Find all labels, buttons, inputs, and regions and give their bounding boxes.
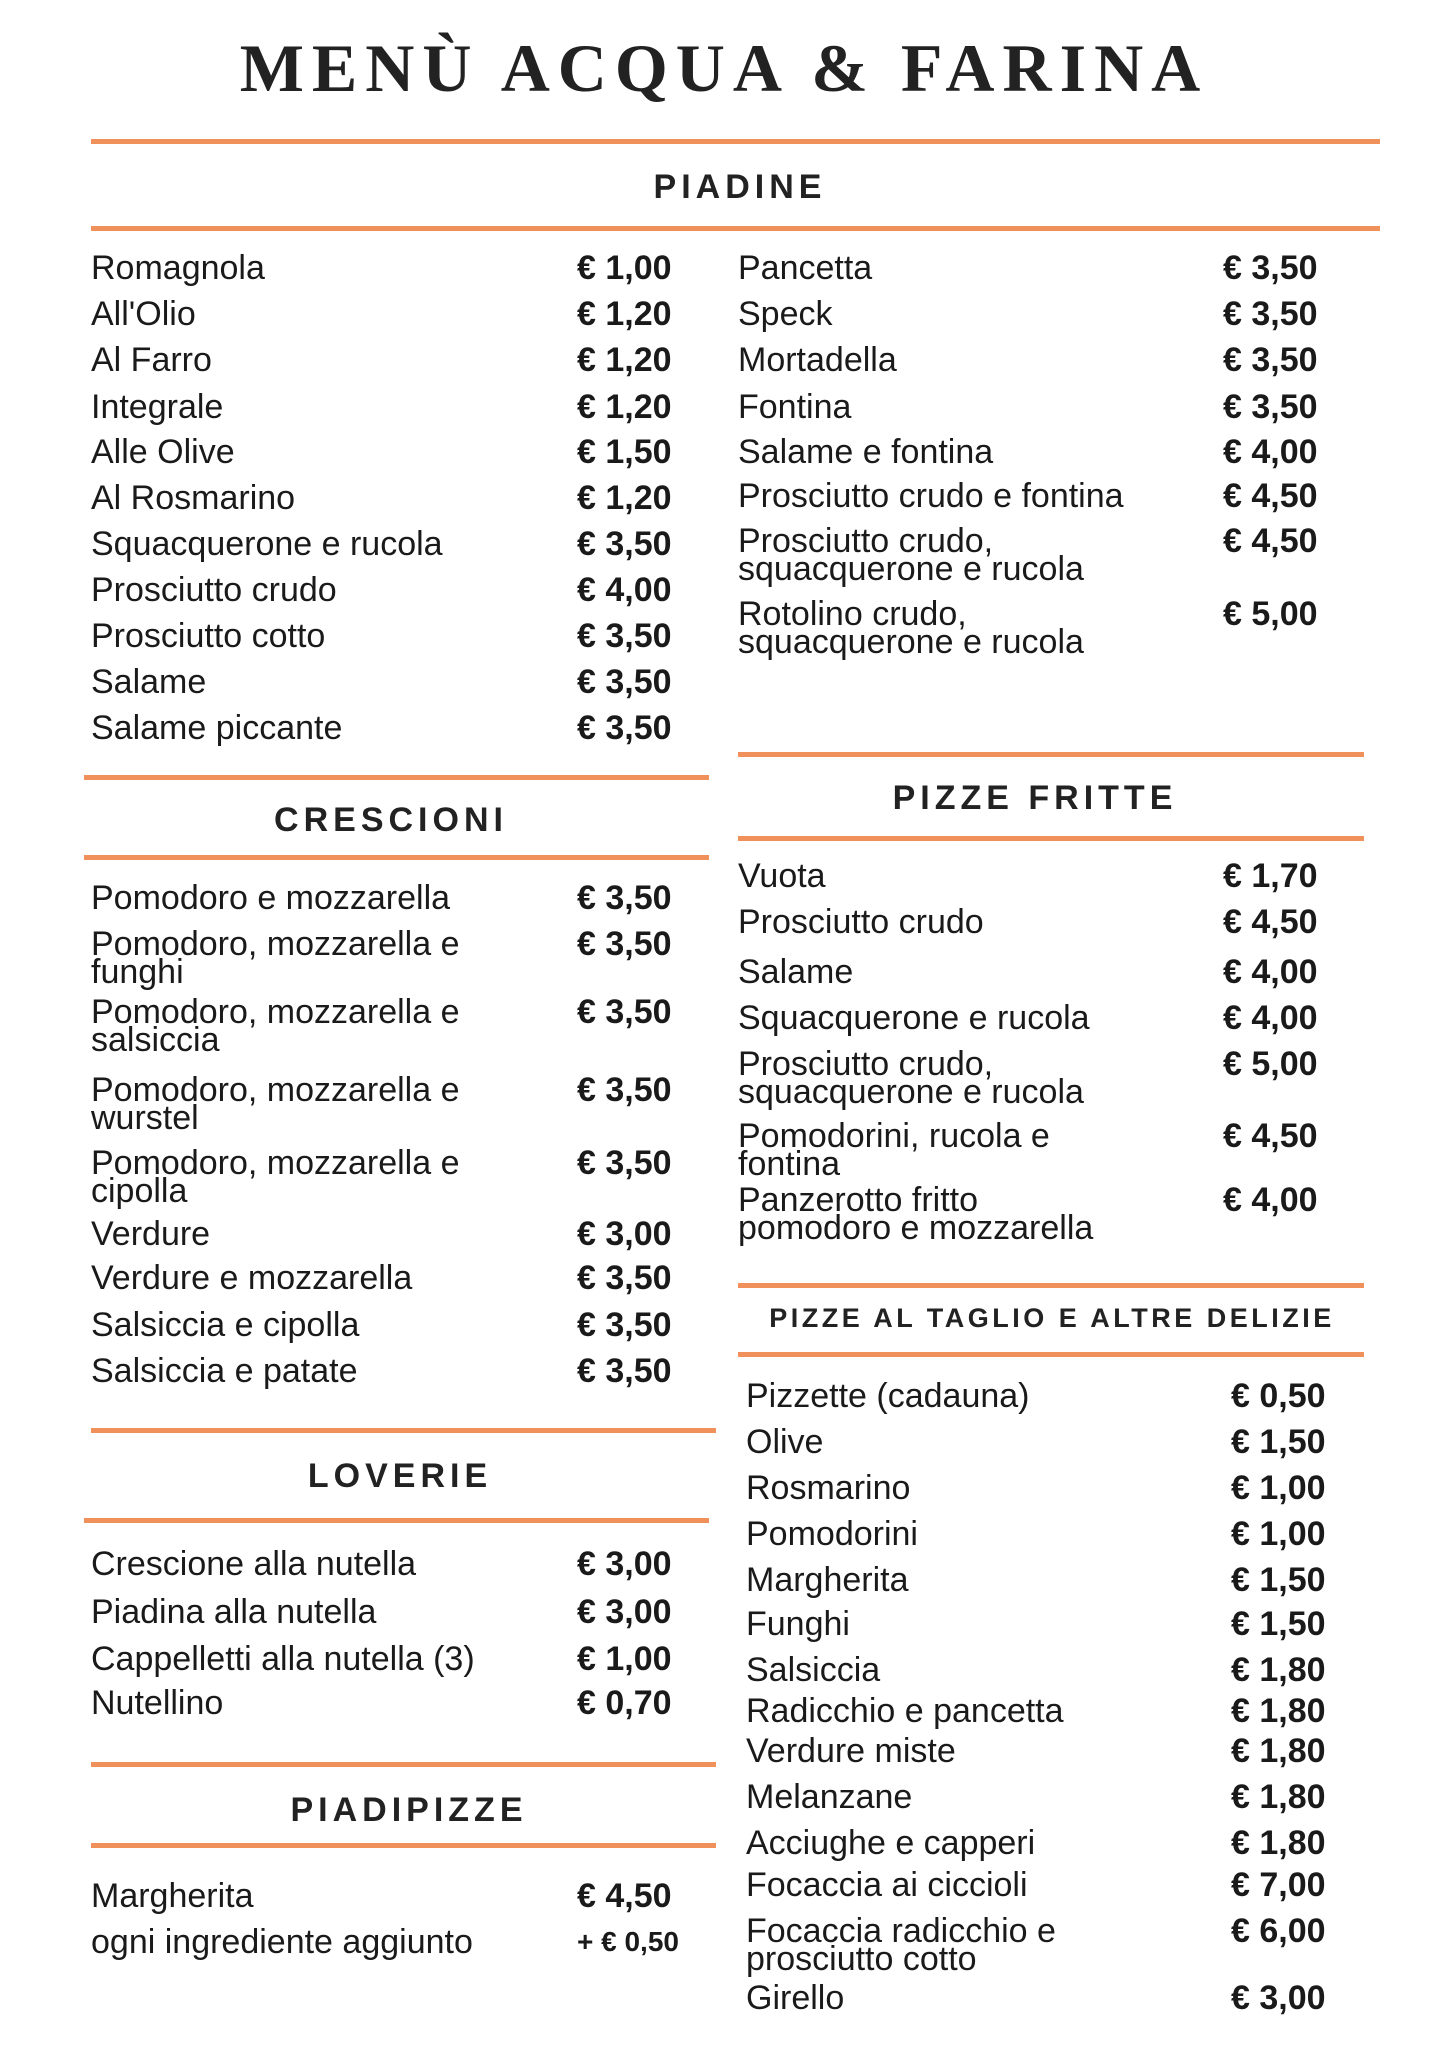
menu-item-name: Verdure e mozzarella	[91, 1259, 413, 1297]
section-title-piadipizze: PIADIPIZZE	[290, 1791, 528, 1829]
section-rule	[91, 226, 1380, 231]
menu-item-name: Romagnola	[91, 249, 265, 287]
menu-item-price: € 1,70	[1223, 857, 1318, 895]
menu-item-name: Radicchio e pancetta	[746, 1692, 1064, 1730]
menu-item-name: Salame e fontina	[738, 433, 994, 471]
menu-item-name: Salsiccia e patate	[91, 1352, 358, 1390]
section-rule	[84, 855, 709, 860]
menu-item-name: ogni ingrediente aggiunto	[91, 1923, 473, 1961]
menu-item-price: € 4,50	[1223, 522, 1318, 560]
section-rule	[738, 752, 1364, 757]
menu-item-price: € 4,00	[1223, 953, 1318, 991]
menu-item-name: Pancetta	[738, 249, 873, 287]
section-rule	[84, 1518, 709, 1523]
menu-item-name: Pomodoro, mozzarella e	[91, 925, 460, 963]
menu-item-price: € 3,50	[577, 617, 672, 655]
menu-item-price: € 3,00	[577, 1545, 672, 1583]
menu-item-name-continued: salsiccia	[91, 1021, 220, 1059]
menu-item-price: € 3,50	[577, 1306, 672, 1344]
menu-item-price: € 3,50	[577, 1259, 672, 1297]
menu-item-name: Prosciutto crudo	[738, 903, 984, 941]
menu-item-price: € 1,80	[1231, 1732, 1326, 1770]
section-rule	[91, 1843, 716, 1848]
menu-item-price: € 3,50	[577, 1071, 672, 1109]
menu-item-price: € 1,00	[1231, 1469, 1326, 1507]
menu-item-price: € 3,50	[1223, 388, 1318, 426]
section-title-pizze-fritte: PIZZE FRITTE	[892, 779, 1178, 817]
menu-item-name: Nutellino	[91, 1684, 224, 1722]
menu-item-price: € 6,00	[1231, 1912, 1326, 1950]
menu-item-price: € 3,50	[1223, 341, 1318, 379]
menu-item-price: € 5,00	[1223, 595, 1318, 633]
menu-item-price: € 3,00	[577, 1215, 672, 1253]
menu-item-price: € 1,80	[1231, 1824, 1326, 1862]
menu-item-price: € 4,50	[1223, 903, 1318, 941]
menu-item-name: Al Rosmarino	[91, 479, 296, 517]
menu-item-name: Prosciutto crudo,	[738, 1045, 994, 1083]
menu-item-name: Panzerotto fritto	[738, 1181, 979, 1219]
menu-item-price: € 4,50	[1223, 477, 1318, 515]
menu-item-name: Girello	[746, 1979, 845, 2017]
menu-item-price: € 4,00	[1223, 1181, 1318, 1219]
menu-item-name: Salame	[91, 663, 207, 701]
section-rule	[91, 1428, 716, 1433]
menu-item-price: + € 0,50	[577, 1926, 679, 1957]
menu-item-name-continued: squacquerone e rucola	[738, 550, 1084, 588]
menu-item-name: Piadina alla nutella	[91, 1593, 377, 1631]
section-title-pizze-al-taglio: PIZZE AL TAGLIO E ALTRE DELIZIE	[769, 1303, 1335, 1333]
section-rule	[738, 1352, 1364, 1357]
menu-item-name-continued: wurstel	[91, 1099, 199, 1137]
menu-item-name: Focaccia ai ciccioli	[746, 1866, 1028, 1904]
menu-item-price: € 1,50	[1231, 1423, 1326, 1461]
menu-item-name: Cappelletti alla nutella (3)	[91, 1640, 475, 1678]
menu-item-name: Pomodoro e mozzarella	[91, 879, 451, 917]
menu-item-name: Melanzane	[746, 1778, 913, 1816]
menu-item-name: Pizzette (cadauna)	[746, 1377, 1030, 1415]
menu-item-name: Al Farro	[91, 341, 212, 379]
menu-item-price: € 3,50	[577, 709, 672, 747]
menu-item-name: Pomodoro, mozzarella e	[91, 1071, 460, 1109]
menu-item-name: Prosciutto crudo	[91, 571, 337, 609]
menu-item-name: Salame	[738, 953, 854, 991]
menu-item-name: Margherita	[746, 1561, 909, 1599]
menu-item-price: € 3,00	[577, 1593, 672, 1631]
menu-item-price: € 4,50	[577, 1877, 672, 1915]
menu-item-name: Speck	[738, 295, 833, 333]
menu-item-name: Mortadella	[738, 341, 897, 379]
menu-item-name: Squacquerone e rucola	[91, 525, 443, 563]
menu-item-name: Pomodorini	[746, 1515, 918, 1553]
menu-item-price: € 3,50	[577, 993, 672, 1031]
menu-item-name: Salsiccia e cipolla	[91, 1306, 360, 1344]
section-title-crescioni: CRESCIONI	[274, 801, 508, 839]
menu-item-name: Crescione alla nutella	[91, 1545, 417, 1583]
menu-item-name-continued: pomodoro e mozzarella	[738, 1209, 1094, 1247]
menu-item-price: € 5,00	[1223, 1045, 1318, 1083]
menu-item-price: € 1,00	[577, 249, 672, 287]
section-rule	[91, 1762, 716, 1767]
menu-item-price: € 4,00	[1223, 999, 1318, 1037]
menu-item-name: All'Olio	[91, 295, 196, 333]
menu-item-name-continued: prosciutto cotto	[746, 1940, 977, 1978]
section-rule	[738, 1283, 1364, 1288]
menu-item-name: Salame piccante	[91, 709, 343, 747]
menu-item-price: € 3,50	[577, 879, 672, 917]
menu-item-name: Acciughe e capperi	[746, 1824, 1036, 1862]
menu-item-price: € 1,20	[577, 295, 672, 333]
menu-item-price: € 0,70	[577, 1684, 672, 1722]
section-title-piadine: PIADINE	[653, 168, 827, 206]
menu-item-price: € 1,80	[1231, 1692, 1326, 1730]
menu-item-name-continued: funghi	[91, 953, 184, 991]
menu-item-name: Olive	[746, 1423, 824, 1461]
section-title-loverie: LOVERIE	[307, 1457, 493, 1495]
menu-item-price: € 1,50	[577, 433, 672, 471]
menu-item-name: Focaccia radicchio e	[746, 1912, 1056, 1950]
menu-item-price: € 3,50	[1223, 249, 1318, 287]
menu-item-name: Vuota	[738, 857, 826, 895]
menu-item-price: € 3,50	[1223, 295, 1318, 333]
section-rule	[91, 139, 1380, 144]
menu-item-name: Squacquerone e rucola	[738, 999, 1090, 1037]
menu-item-name: Alle Olive	[91, 433, 235, 471]
menu-item-price: € 3,50	[577, 1352, 672, 1390]
menu-item-name: Prosciutto cotto	[91, 617, 326, 655]
menu-item-price: € 1,20	[577, 388, 672, 426]
menu-item-name-continued: squacquerone e rucola	[738, 623, 1084, 661]
menu-item-price: € 1,80	[1231, 1651, 1326, 1689]
menu-item-price: € 1,80	[1231, 1778, 1326, 1816]
menu-item-price: € 3,50	[577, 525, 672, 563]
menu-item-price: € 3,50	[577, 925, 672, 963]
menu-item-price: € 3,00	[1231, 1979, 1326, 2017]
section-rule	[84, 775, 709, 780]
menu-item-name: Prosciutto crudo,	[738, 522, 994, 560]
menu-item-price: € 1,00	[577, 1640, 672, 1678]
menu-item-name-continued: cipolla	[91, 1172, 188, 1210]
menu-item-price: € 1,50	[1231, 1561, 1326, 1599]
menu-item-name-continued: fontina	[738, 1145, 841, 1183]
menu-item-name: Margherita	[91, 1877, 254, 1915]
menu-item-price: € 3,50	[577, 663, 672, 701]
menu-item-name: Verdure miste	[746, 1732, 956, 1770]
menu-item-price: € 4,00	[577, 571, 672, 609]
menu-item-name: Fontina	[738, 388, 852, 426]
menu-item-name: Pomodoro, mozzarella e	[91, 1144, 460, 1182]
menu-item-name: Prosciutto crudo e fontina	[738, 477, 1124, 515]
menu-item-name: Pomodorini, rucola e	[738, 1117, 1050, 1155]
menu-item-name-continued: squacquerone e rucola	[738, 1073, 1084, 1111]
menu-item-price: € 4,50	[1223, 1117, 1318, 1155]
menu-item-price: € 7,00	[1231, 1866, 1326, 1904]
menu-item-name: Rotolino crudo,	[738, 595, 967, 633]
menu-item-price: € 3,50	[577, 1144, 672, 1182]
menu-item-price: € 4,00	[1223, 433, 1318, 471]
menu-item-name: Pomodoro, mozzarella e	[91, 993, 460, 1031]
section-rule	[738, 836, 1364, 841]
menu-item-name: Salsiccia	[746, 1651, 881, 1689]
menu-item-name: Verdure	[91, 1215, 211, 1253]
menu-item-price: € 1,00	[1231, 1515, 1326, 1553]
menu-item-name: Funghi	[746, 1605, 850, 1643]
menu-title: MENÙ ACQUA & FARINA	[239, 30, 1209, 106]
menu-item-price: € 1,50	[1231, 1605, 1326, 1643]
menu-item-price: € 0,50	[1231, 1377, 1326, 1415]
menu-item-name: Integrale	[91, 388, 224, 426]
menu-item-name: Rosmarino	[746, 1469, 911, 1507]
menu-item-price: € 1,20	[577, 479, 672, 517]
menu-item-price: € 1,20	[577, 341, 672, 379]
